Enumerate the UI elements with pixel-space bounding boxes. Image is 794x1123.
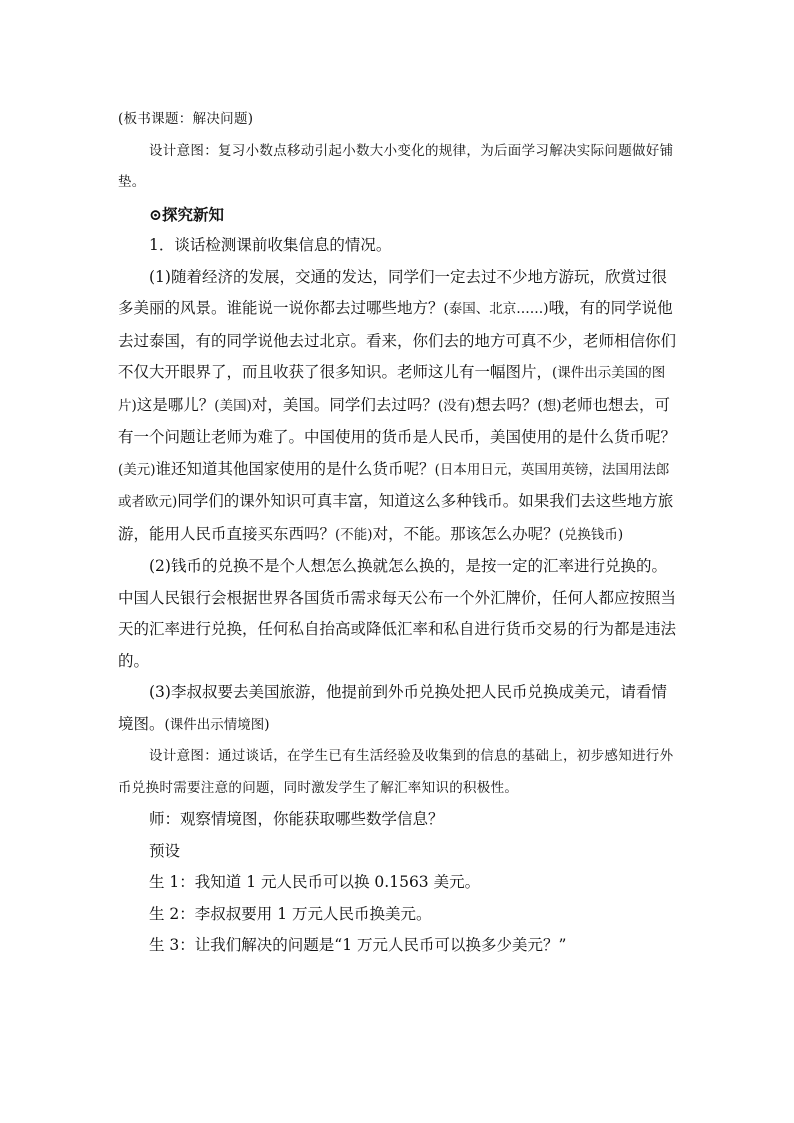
p1-answer-b: (泰国、北京……)	[443, 301, 549, 317]
p1-text-o: 同学们的课外知识可真丰富，知道这么多种钱币。如果我们去这些地方旅游，能用人民币直接买东西吗？	[118, 492, 674, 543]
p1-text-k: 老师也想去，可有一个问题让老师为难了。中国使用的货币是人民币，美国使用的是什么货币呢？	[118, 395, 677, 446]
p1-answer-d: (课件出示美国的图片)	[118, 365, 666, 414]
student-3: 生 3：让我们解决的问题是“1 万元人民币可以换多少美元？”	[149, 936, 567, 954]
teacher-question: 师：观察情境图，你能获取哪些数学信息？	[149, 810, 444, 828]
p1-answer-j: (想)	[537, 397, 562, 414]
p1-answer-f: (美国)	[214, 397, 252, 414]
p1-answer-h: (没有)	[437, 397, 476, 414]
p1-answer-l: (美元)	[118, 461, 156, 478]
item-1: 1．谈话检测课前收集信息的情况。	[149, 236, 392, 254]
p1-answer-n: (日本用日元，英国用英镑，法国用法郎或者欧元)	[118, 461, 670, 510]
p1-text-e: 这是哪儿？	[136, 395, 215, 414]
student-1: 生 1：我知道 1 元人民币可以换 0.1563 美元。	[149, 873, 481, 891]
paragraph-1	[118, 262, 678, 552]
student-2: 生 2：李叔叔要用 1 万元人民币换美元。	[149, 904, 432, 923]
p1-text-q: 对，不能。那该怎么办呢？	[372, 524, 559, 543]
p1-text-m: 谁还知道其他国家使用的是什么货币呢？	[155, 459, 435, 478]
p1-answer-p: (不能)	[335, 526, 373, 543]
design-intent-1: 设计意图：复习小数点移动引起小数大小变化的规律，为后面学习解决实际问题做好铺垫。	[118, 142, 674, 190]
board-title: (板书课题：解决问题)	[118, 111, 254, 127]
design-intent-2: 设计意图：通过谈话，在学生已有生活经验及收集到的信息的基础上，初步感知进行外币兑换时需要注意的问题，同时激发学生了解汇率知识的积极性。	[118, 748, 674, 796]
p3-text-a: (3)李叔叔要去美国旅游，他提前到外币兑换处把人民币兑换成美元，请看情境图。	[118, 683, 667, 733]
p3-answer-b: (课件出示情境图)	[164, 716, 270, 733]
paragraph-2: (2)钱币的兑换不是个人想怎么换就怎么换的，是按一定的汇率进行兑换的。中国人民银行会根据世界各国货币需求每天公布一个外汇牌价，任何人都应按照当天的汇率进行兑换，任何私自抬高或降低汇率和私自进行货币交易的行为都是违法的。	[118, 557, 677, 670]
section-heading: ⊙探究新知	[149, 204, 224, 224]
lesson-text	[118, 104, 678, 962]
p1-text-c: 哦，有的同学说他去过泰国，有的同学说他去过北京。看来，你们去的地方可真不少，老师相信你们不仅大开眼界了，而且收获了很多知识。老师这儿有一幅图片，	[118, 299, 677, 381]
p1-text-g: 对，美国。同学们去过吗？	[251, 395, 438, 414]
p1-answer-r: (兑换钱币)	[558, 526, 624, 543]
preset-label: 预设	[149, 841, 181, 860]
paragraph-3	[118, 677, 678, 741]
p1-text-i: 想去吗？	[475, 395, 538, 414]
p1-text-a: (1)随着经济的发展，交通的发达，同学们一定去过不少地方游玩，欣赏过很多美丽的风景。谁能说一说你都去过哪些地方？	[118, 267, 667, 317]
